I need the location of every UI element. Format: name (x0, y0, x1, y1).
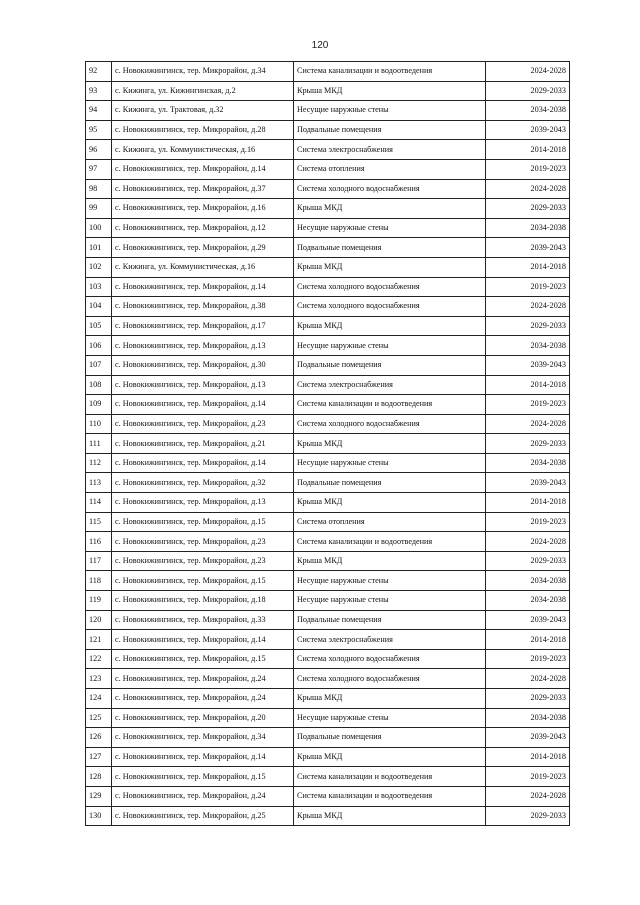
row-period: 2034-2038 (486, 101, 570, 121)
row-number: 100 (86, 218, 112, 238)
row-system: Система электроснабжения (294, 140, 486, 160)
row-address: с. Новокижингинск, тер. Микрорайон, д.17 (112, 316, 294, 336)
row-period: 2034-2038 (486, 453, 570, 473)
row-period: 2029-2033 (486, 434, 570, 454)
row-system: Крыша МКД (294, 689, 486, 709)
table-row (86, 159, 570, 179)
table-row (86, 806, 570, 826)
row-system: Подвальные помещения (294, 238, 486, 258)
row-address: с. Новокижингинск, тер. Микрорайон, д.18 (112, 591, 294, 611)
row-period: 2034-2038 (486, 336, 570, 356)
table-row (86, 649, 570, 669)
row-number: 129 (86, 786, 112, 806)
row-address: с. Новокижингинск, тер. Микрорайон, д.32 (112, 473, 294, 493)
row-period: 2039-2043 (486, 238, 570, 258)
row-system: Несущие наружные стены (294, 218, 486, 238)
row-system: Система канализации и водоотведения (294, 532, 486, 552)
table-row (86, 493, 570, 513)
row-address: с. Новокижингинск, тер. Микрорайон, д.23 (112, 551, 294, 571)
row-address: с. Новокижингинск, тер. Микрорайон, д.14 (112, 159, 294, 179)
row-system: Система холодного водоснабжения (294, 277, 486, 297)
table-row (86, 669, 570, 689)
row-period: 2024-2028 (486, 179, 570, 199)
row-period: 2014-2018 (486, 630, 570, 650)
row-number: 127 (86, 747, 112, 767)
row-system: Система электроснабжения (294, 375, 486, 395)
row-number: 92 (86, 62, 112, 82)
row-address: с. Кижинга, ул. Коммунистическая, д.16 (112, 257, 294, 277)
row-address: с. Новокижингинск, тер. Микрорайон, д.12 (112, 218, 294, 238)
row-period: 2019-2023 (486, 649, 570, 669)
row-system: Крыша МКД (294, 551, 486, 571)
row-number: 123 (86, 669, 112, 689)
table-row (86, 728, 570, 748)
table-row (86, 277, 570, 297)
row-number: 116 (86, 532, 112, 552)
row-address: с. Новокижингинск, тер. Микрорайон, д.21 (112, 434, 294, 454)
row-period: 2019-2023 (486, 512, 570, 532)
row-period: 2029-2033 (486, 551, 570, 571)
row-address: с. Новокижингинск, тер. Микрорайон, д.13 (112, 493, 294, 513)
row-number: 130 (86, 806, 112, 826)
row-system: Несущие наружные стены (294, 336, 486, 356)
row-period: 2039-2043 (486, 728, 570, 748)
table-row (86, 473, 570, 493)
table-row (86, 571, 570, 591)
table-row (86, 355, 570, 375)
table-row (86, 414, 570, 434)
row-system: Подвальные помещения (294, 120, 486, 140)
row-number: 124 (86, 689, 112, 709)
row-period: 2029-2033 (486, 199, 570, 219)
row-number: 115 (86, 512, 112, 532)
table-row (86, 591, 570, 611)
row-address: с. Новокижингинск, тер. Микрорайон, д.23 (112, 532, 294, 552)
row-number: 95 (86, 120, 112, 140)
row-number: 118 (86, 571, 112, 591)
row-number: 112 (86, 453, 112, 473)
row-number: 104 (86, 297, 112, 317)
row-number: 97 (86, 159, 112, 179)
row-address: с. Новокижингинск, тер. Микрорайон, д.14 (112, 630, 294, 650)
row-period: 2029-2033 (486, 316, 570, 336)
row-period: 2029-2033 (486, 806, 570, 826)
row-system: Крыша МКД (294, 434, 486, 454)
repair-schedule-table (85, 61, 570, 826)
row-number: 114 (86, 493, 112, 513)
table-row (86, 218, 570, 238)
row-number: 98 (86, 179, 112, 199)
row-period: 2039-2043 (486, 610, 570, 630)
row-system: Крыша МКД (294, 316, 486, 336)
row-system: Система холодного водоснабжения (294, 297, 486, 317)
row-number: 125 (86, 708, 112, 728)
row-address: с. Новокижингинск, тер. Микрорайон, д.13 (112, 336, 294, 356)
row-address: с. Новокижингинск, тер. Микрорайон, д.37 (112, 179, 294, 199)
row-system: Крыша МКД (294, 81, 486, 101)
table-row (86, 434, 570, 454)
row-address: с. Новокижингинск, тер. Микрорайон, д.34 (112, 728, 294, 748)
table-row (86, 257, 570, 277)
row-system: Система холодного водоснабжения (294, 669, 486, 689)
table-row (86, 179, 570, 199)
table-row (86, 101, 570, 121)
row-period: 2029-2033 (486, 689, 570, 709)
row-address: с. Новокижингинск, тер. Микрорайон, д.30 (112, 355, 294, 375)
row-address: с. Новокижингинск, тер. Микрорайон, д.15 (112, 649, 294, 669)
row-address: с. Новокижингинск, тер. Микрорайон, д.13 (112, 375, 294, 395)
table-row (86, 199, 570, 219)
row-period: 2019-2023 (486, 159, 570, 179)
table-row (86, 767, 570, 787)
row-period: 2014-2018 (486, 375, 570, 395)
row-address: с. Новокижингинск, тер. Микрорайон, д.33 (112, 610, 294, 630)
row-address: с. Кижинга, ул. Трактовая, д.32 (112, 101, 294, 121)
row-address: с. Новокижингинск, тер. Микрорайон, д.20 (112, 708, 294, 728)
row-period: 2024-2028 (486, 414, 570, 434)
table-row (86, 708, 570, 728)
row-address: с. Новокижингинск, тер. Микрорайон, д.14 (112, 453, 294, 473)
row-period: 2039-2043 (486, 473, 570, 493)
row-number: 128 (86, 767, 112, 787)
page-number: 120 (311, 40, 329, 51)
table-row (86, 62, 570, 82)
row-number: 94 (86, 101, 112, 121)
table-row (86, 395, 570, 415)
row-address: с. Новокижингинск, тер. Микрорайон, д.15 (112, 767, 294, 787)
table-row (86, 512, 570, 532)
row-system: Несущие наружные стены (294, 571, 486, 591)
row-period: 2029-2033 (486, 81, 570, 101)
row-address: с. Кижинга, ул. Коммунистическая, д.16 (112, 140, 294, 160)
row-address: с. Новокижингинск, тер. Микрорайон, д.15 (112, 512, 294, 532)
row-number: 93 (86, 81, 112, 101)
row-system: Система холодного водоснабжения (294, 179, 486, 199)
row-period: 2034-2038 (486, 218, 570, 238)
row-period: 2014-2018 (486, 747, 570, 767)
row-number: 101 (86, 238, 112, 258)
row-period: 2024-2028 (486, 532, 570, 552)
row-period: 2024-2028 (486, 62, 570, 82)
row-system: Крыша МКД (294, 493, 486, 513)
row-period: 2034-2038 (486, 708, 570, 728)
row-number: 109 (86, 395, 112, 415)
table-row (86, 610, 570, 630)
row-system: Система канализации и водоотведения (294, 62, 486, 82)
table-row (86, 786, 570, 806)
row-address: с. Новокижингинск, тер. Микрорайон, д.14 (112, 277, 294, 297)
table-row (86, 532, 570, 552)
row-address: с. Новокижингинск, тер. Микрорайон, д.34 (112, 62, 294, 82)
row-number: 96 (86, 140, 112, 160)
row-address: с. Новокижингинск, тер. Микрорайон, д.14 (112, 395, 294, 415)
row-address: с. Новокижингинск, тер. Микрорайон, д.25 (112, 806, 294, 826)
table-row (86, 316, 570, 336)
row-system: Подвальные помещения (294, 610, 486, 630)
row-system: Система холодного водоснабжения (294, 414, 486, 434)
table-row (86, 453, 570, 473)
table-row (86, 630, 570, 650)
table-row (86, 120, 570, 140)
table-body (86, 62, 570, 826)
row-period: 2019-2023 (486, 767, 570, 787)
row-number: 111 (86, 434, 112, 454)
row-period: 2034-2038 (486, 571, 570, 591)
row-address: с. Новокижингинск, тер. Микрорайон, д.16 (112, 199, 294, 219)
row-number: 102 (86, 257, 112, 277)
row-system: Система канализации и водоотведения (294, 767, 486, 787)
row-system: Система отопления (294, 512, 486, 532)
row-period: 2024-2028 (486, 669, 570, 689)
row-number: 113 (86, 473, 112, 493)
row-number: 117 (86, 551, 112, 571)
table-row (86, 297, 570, 317)
row-system: Несущие наружные стены (294, 591, 486, 611)
row-address: с. Новокижингинск, тер. Микрорайон, д.29 (112, 238, 294, 258)
row-period: 2019-2023 (486, 277, 570, 297)
row-address: с. Новокижингинск, тер. Микрорайон, д.23 (112, 414, 294, 434)
row-period: 2039-2043 (486, 120, 570, 140)
row-number: 120 (86, 610, 112, 630)
row-system: Крыша МКД (294, 257, 486, 277)
row-number: 119 (86, 591, 112, 611)
row-system: Система холодного водоснабжения (294, 649, 486, 669)
row-number: 122 (86, 649, 112, 669)
row-address: с. Новокижингинск, тер. Микрорайон, д.24 (112, 669, 294, 689)
row-system: Система канализации и водоотведения (294, 395, 486, 415)
row-period: 2034-2038 (486, 591, 570, 611)
table-row (86, 336, 570, 356)
table-row (86, 375, 570, 395)
row-period: 2014-2018 (486, 140, 570, 160)
row-system: Система отопления (294, 159, 486, 179)
row-system: Подвальные помещения (294, 728, 486, 748)
row-system: Крыша МКД (294, 199, 486, 219)
table-row (86, 140, 570, 160)
row-number: 108 (86, 375, 112, 395)
row-number: 105 (86, 316, 112, 336)
table-row (86, 551, 570, 571)
row-system: Система электроснабжения (294, 630, 486, 650)
row-system: Подвальные помещения (294, 473, 486, 493)
table-row (86, 238, 570, 258)
row-address: с. Новокижингинск, тер. Микрорайон, д.24 (112, 786, 294, 806)
row-number: 103 (86, 277, 112, 297)
table-row (86, 689, 570, 709)
row-system: Несущие наружные стены (294, 101, 486, 121)
row-address: с. Новокижингинск, тер. Микрорайон, д.15 (112, 571, 294, 591)
row-system: Система канализации и водоотведения (294, 786, 486, 806)
row-period: 2024-2028 (486, 297, 570, 317)
row-address: с. Новокижингинск, тер. Микрорайон, д.28 (112, 120, 294, 140)
row-system: Крыша МКД (294, 806, 486, 826)
row-number: 107 (86, 355, 112, 375)
row-system: Несущие наружные стены (294, 453, 486, 473)
row-number: 99 (86, 199, 112, 219)
table-row (86, 747, 570, 767)
row-number: 110 (86, 414, 112, 434)
table-row (86, 81, 570, 101)
row-period: 2014-2018 (486, 493, 570, 513)
row-number: 106 (86, 336, 112, 356)
row-period: 2024-2028 (486, 786, 570, 806)
row-number: 126 (86, 728, 112, 748)
row-system: Подвальные помещения (294, 355, 486, 375)
row-address: с. Кижинга, ул. Кижингинская, д.2 (112, 81, 294, 101)
row-address: с. Новокижингинск, тер. Микрорайон, д.14 (112, 747, 294, 767)
row-address: с. Новокижингинск, тер. Микрорайон, д.38 (112, 297, 294, 317)
row-system: Несущие наружные стены (294, 708, 486, 728)
row-period: 2014-2018 (486, 257, 570, 277)
row-system: Крыша МКД (294, 747, 486, 767)
row-period: 2019-2023 (486, 395, 570, 415)
row-number: 121 (86, 630, 112, 650)
row-period: 2039-2043 (486, 355, 570, 375)
row-address: с. Новокижингинск, тер. Микрорайон, д.24 (112, 689, 294, 709)
